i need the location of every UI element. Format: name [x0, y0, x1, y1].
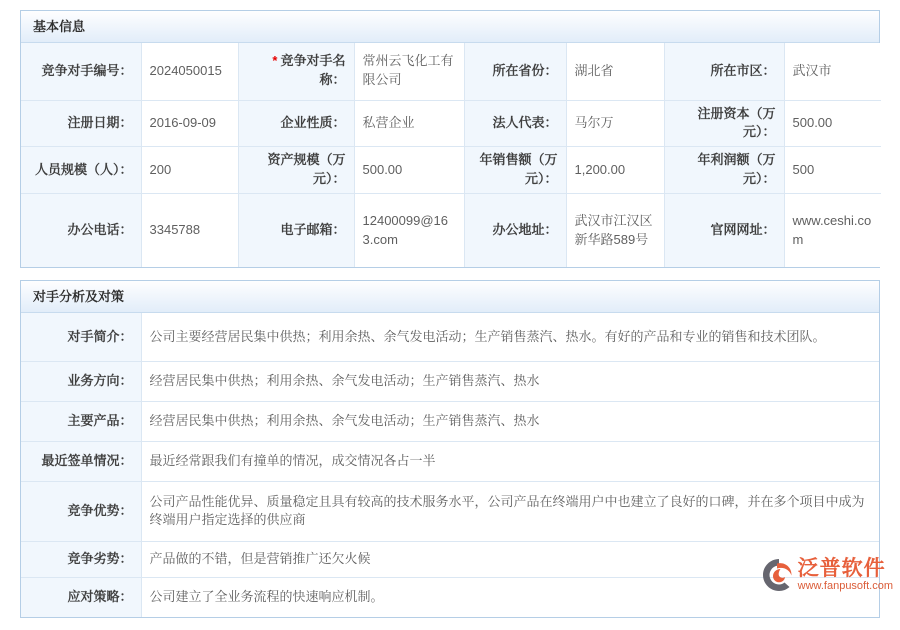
- value-text: 公司主要经营居民集中供热；利用余热、余气发电活动；生产销售蒸汽、热水。有好的产品和专业的销售和技术团队。: [149, 328, 826, 344]
- basic-info-table: [21, 43, 881, 267]
- table-row: [21, 441, 879, 481]
- table-row: [21, 401, 879, 441]
- field-value-competitor-intro: [141, 313, 879, 361]
- field-value-website: [784, 193, 881, 267]
- field-label-competitor-intro: [21, 313, 141, 361]
- label-text: 竞争对手编号：: [41, 62, 133, 78]
- label-text: 人员规模（人）：: [34, 161, 133, 177]
- label-text: 对手简介：: [67, 328, 133, 344]
- value-text: 经营居民集中供热；利用余热、余气发电活动；生产销售蒸汽、热水: [149, 372, 540, 388]
- table-row: [21, 43, 881, 100]
- label-text: 竞争劣势：: [67, 550, 133, 566]
- field-label-competitive-advantage: [21, 481, 141, 541]
- label-text: 官网网址：: [710, 222, 776, 238]
- field-value-legal-rep: [566, 100, 664, 147]
- field-label-email: [238, 193, 354, 267]
- field-value-office-address: [566, 193, 664, 267]
- value-text: 12400099@163.com: [362, 212, 448, 247]
- watermark-brand: 泛普软件: [797, 557, 886, 580]
- value-text: 2016-09-09: [149, 114, 216, 130]
- panel-competitor-analysis: [20, 280, 880, 618]
- field-label-province: [464, 43, 566, 100]
- table-row: [21, 193, 881, 267]
- value-text: 2024050015: [149, 62, 222, 78]
- label-text: 竞争优势：: [67, 502, 133, 518]
- field-value-competitor-name: [354, 43, 464, 100]
- field-value-annual-sales: [566, 147, 664, 194]
- table-row: [21, 361, 879, 401]
- value-text: 武汉市江汉区新华路589号: [574, 212, 653, 247]
- label-text: 竞争对手名称：: [280, 53, 346, 88]
- field-label-registered-capital: [664, 100, 784, 147]
- value-text: 500.00: [362, 161, 403, 177]
- field-label-competitor-name: [238, 43, 354, 100]
- field-label-staff-size: [21, 147, 141, 194]
- field-label-city: [664, 43, 784, 100]
- field-label-competitive-weakness: [21, 541, 141, 577]
- field-value-business-direction: [141, 361, 879, 401]
- field-value-city: [784, 43, 881, 100]
- value-text: 1,200.00: [574, 161, 626, 177]
- field-label-annual-profit: [664, 147, 784, 194]
- field-label-counter-strategy: [21, 577, 141, 617]
- field-label-competitor-code: [21, 43, 141, 100]
- field-label-office-phone: [21, 193, 141, 267]
- value-text: 常州云飞化工有限公司: [362, 53, 454, 88]
- field-value-staff-size: [141, 147, 238, 194]
- required-asterisk: *: [272, 53, 278, 69]
- value-text: 湖北省: [574, 62, 614, 78]
- field-value-competitive-advantage: [141, 481, 879, 541]
- value-text: 公司建立了全业务流程的快速响应机制。: [149, 589, 384, 605]
- label-text: 业务方向：: [67, 372, 133, 388]
- label-text: 注册资本（万元）：: [697, 105, 776, 140]
- table-row: [21, 100, 881, 147]
- field-label-business-direction: [21, 361, 141, 401]
- field-label-main-products: [21, 401, 141, 441]
- label-text: 年销售额（万元）：: [479, 152, 558, 187]
- field-label-office-address: [464, 193, 566, 267]
- field-label-enterprise-nature: [238, 100, 354, 147]
- value-text: 经营居民集中供热；利用余热、余气发电活动；生产销售蒸汽、热水: [149, 412, 540, 428]
- field-value-email: [354, 193, 464, 267]
- field-value-province: [566, 43, 664, 100]
- label-text: 办公地址：: [492, 222, 558, 238]
- value-text: www.ceshi.com: [792, 212, 872, 247]
- field-label-legal-rep: [464, 100, 566, 147]
- label-text: 应对策略：: [67, 589, 133, 605]
- table-row: [21, 577, 879, 617]
- value-text: 武汉市: [792, 62, 832, 78]
- field-value-competitor-code: [141, 43, 238, 100]
- value-text: 200: [149, 161, 172, 177]
- watermark-url: www.fanpusoft.com: [797, 580, 893, 592]
- label-text: 电子邮箱：: [280, 222, 346, 238]
- label-text: 所在省份：: [492, 62, 558, 78]
- table-row: [21, 481, 879, 541]
- label-text: 办公电话：: [67, 222, 133, 238]
- field-value-asset-size: [354, 147, 464, 194]
- value-text: 公司产品性能优异、质量稳定且具有较高的技术服务水平，公司产品在终端用户中也建立了良好的口碑，并在多个项目中成为终端用户指定选择的供应商: [149, 493, 865, 528]
- label-text: 注册日期：: [67, 114, 133, 130]
- field-label-register-date: [21, 100, 141, 147]
- field-label-annual-sales: [464, 147, 566, 194]
- label-text: 法人代表：: [492, 114, 558, 130]
- value-text: 马尔万: [574, 114, 614, 130]
- field-value-main-products: [141, 401, 879, 441]
- label-text: 资产规模（万元）：: [267, 152, 346, 187]
- value-text: 私营企业: [362, 114, 415, 130]
- panel-basic-info: [20, 10, 880, 268]
- value-text: 500.00: [792, 114, 833, 130]
- label-text: 主要产品：: [67, 412, 133, 428]
- value-text: 最近经常跟我们有撞单的情况，成交情况各占一半: [149, 452, 436, 468]
- label-text: 所在市区：: [710, 62, 776, 78]
- table-row: [21, 313, 879, 361]
- fanpu-logo-icon: [762, 558, 796, 592]
- field-value-enterprise-nature: [354, 100, 464, 147]
- value-text: 3345788: [149, 222, 201, 238]
- field-label-recent-deals: [21, 441, 141, 481]
- label-text: 年利润额（万元）：: [697, 152, 776, 187]
- value-text: 500: [792, 161, 815, 177]
- value-text: 产品做的不错，但是营销推广还欠火候: [149, 550, 371, 566]
- field-value-office-phone: [141, 193, 238, 267]
- field-value-register-date: [141, 100, 238, 147]
- field-label-asset-size: [238, 147, 354, 194]
- field-value-annual-profit: [784, 147, 881, 194]
- label-text: 最近签单情况：: [41, 452, 133, 468]
- vendor-watermark: [762, 558, 893, 592]
- section-title-basic-info: 基本信息: [21, 11, 879, 43]
- field-value-registered-capital: [784, 100, 881, 147]
- competitor-analysis-table: [21, 313, 879, 617]
- table-row: [21, 541, 879, 577]
- label-text: 企业性质：: [280, 114, 346, 130]
- field-label-website: [664, 193, 784, 267]
- section-title-competitor-analysis: 对手分析及对策: [21, 281, 879, 313]
- table-row: [21, 147, 881, 194]
- field-value-recent-deals: [141, 441, 879, 481]
- competitor-detail-page: [20, 10, 880, 630]
